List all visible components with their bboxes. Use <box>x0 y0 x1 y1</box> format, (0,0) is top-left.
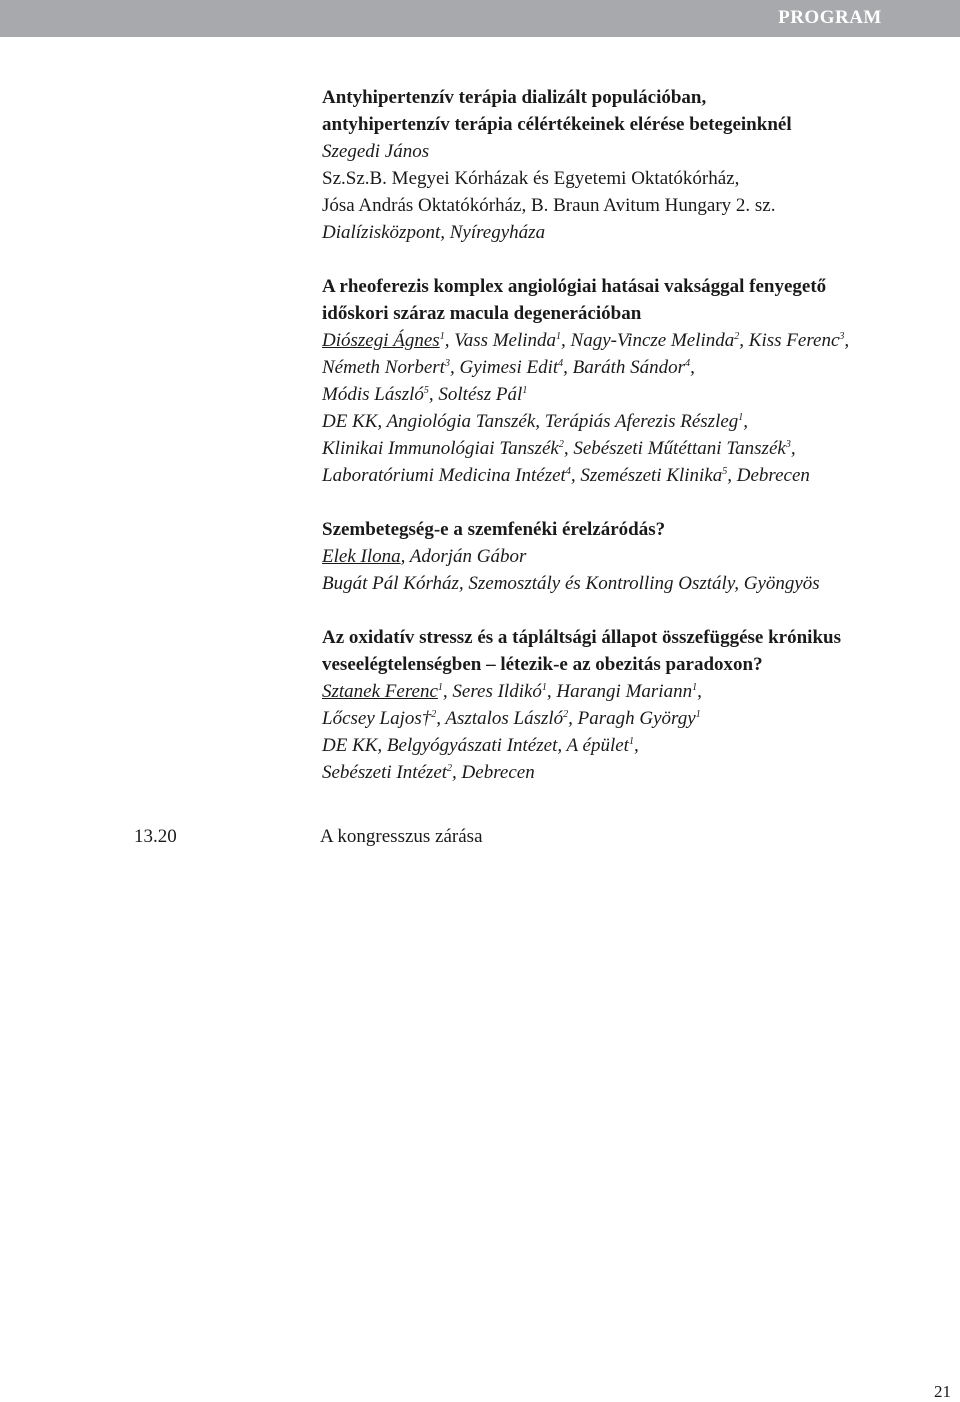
entry-title-line: antyhipertenzív terápia célértékeinek elérése betegeinknél <box>322 114 792 135</box>
program-entry <box>322 84 954 246</box>
program-content <box>322 84 954 813</box>
program-entry <box>322 624 954 786</box>
header-title: PROGRAM <box>778 7 882 28</box>
city: Debrecen <box>736 465 810 486</box>
header-bar <box>0 0 960 37</box>
entry-title-line: Szembetegség-e a szemfenéki érelzáródás? <box>322 519 666 540</box>
entry-title-line: A rheoferezis komplex angiológiai hatásai vaksággal fenyegető <box>322 276 827 297</box>
affiliation: Laboratóriumi Medicina Intézet <box>322 465 566 486</box>
author: Vass Melinda <box>454 330 557 351</box>
page-number: 21 <box>934 1382 951 1401</box>
author: Seres Ildikó <box>452 681 542 702</box>
author: Módis László <box>322 384 424 405</box>
entry-title <box>322 273 954 327</box>
author: Gyimesi Edit <box>459 357 559 378</box>
author-line: Sztanek Ferenc$^1$, Seres Ildikó$^1$, Harangi Mariann$^1$, <box>322 681 702 702</box>
presenting-author: Elek Ilona <box>322 546 401 567</box>
author: Lőcsey Lajos† <box>322 708 432 729</box>
entry-title <box>322 624 954 678</box>
entry-title <box>322 84 954 138</box>
author: Adorján Gábor <box>409 546 527 567</box>
affiliation-line: Laboratóriumi Medicina Intézet$^4$, Szemészeti Klinika$^5$, Debrecen <box>322 465 810 486</box>
author: Harangi Mariann <box>556 681 693 702</box>
entry-title-line: időskori száraz macula degenerációban <box>322 303 642 324</box>
entry-affiliation: Bugát Pál Kórház, Szemosztály és Kontrolling Osztály, Gyöngyös <box>322 573 820 594</box>
program-entry <box>322 516 954 597</box>
entry-affiliation: Sz.Sz.B. Megyei Kórházak és Egyetemi Oktatókórház, <box>322 168 740 189</box>
affiliation: Sebészeti Intézet <box>322 762 448 783</box>
author-line: Elek Ilona, Adorján Gábor <box>322 546 527 567</box>
affiliation: Szemészeti Klinika <box>580 465 723 486</box>
entry-affiliation: Dialízisközpont, Nyíregyháza <box>322 222 546 243</box>
author-line: Módis László$^5$, Soltész Pál$^1$ <box>322 384 528 405</box>
affiliation: DE KK, Belgyógyászati Intézet, A épület <box>322 735 629 756</box>
affiliation: Klinikai Immunológiai Tanszék <box>322 438 559 459</box>
closing-row <box>0 826 960 853</box>
author-line: Németh Norbert$^3$, Gyimesi Edit$^4$, Baráth Sándor$^4$, <box>322 357 695 378</box>
city: Debrecen <box>461 762 535 783</box>
author-line: Lőcsey Lajos†$^2$, Asztalos László$^2$, Paragh György$^1$ <box>322 708 701 729</box>
entry-title <box>322 516 954 543</box>
closing-text: A kongresszus zárása <box>320 826 483 847</box>
author: Nagy-Vincze Melinda <box>570 330 735 351</box>
entry-title-line: Az oxidatív stressz és a tápláltsági állapot összefüggése krónikus <box>322 627 841 648</box>
affiliation-line: Sebészeti Intézet$^2$, Debrecen <box>322 762 535 783</box>
author: Soltész Pál <box>438 384 523 405</box>
presenting-author: Diószegi Ágnes <box>322 330 440 351</box>
affiliation: DE KK, Angiológia Tanszék, Terápiás Aferezis Részleg <box>322 411 739 432</box>
affiliation-line: DE KK, Angiológia Tanszék, Terápiás Aferezis Részleg$^1$, <box>322 411 749 432</box>
author: Németh Norbert <box>322 357 445 378</box>
presenting-author: Sztanek Ferenc <box>322 681 438 702</box>
closing-time: 13.20 <box>134 826 177 847</box>
program-entry <box>322 273 954 489</box>
entry-title-line: veseelégtelenségben – létezik-e az obezitás paradoxon? <box>322 654 763 675</box>
entry-author: Szegedi János <box>322 141 430 162</box>
affiliation: Sebészeti Műtéttani Tanszék <box>573 438 786 459</box>
author-line: Diószegi Ágnes$^1$, Vass Melinda$^1$, Nagy-Vincze Melinda$^2$, Kiss Ferenc$^3$, <box>322 330 850 351</box>
entry-title-line: Antyhipertenzív terápia dializált populációban, <box>322 87 707 108</box>
author: Kiss Ferenc <box>748 330 840 351</box>
author: Paragh György <box>577 708 696 729</box>
author: Asztalos László <box>445 708 564 729</box>
affiliation-line: Klinikai Immunológiai Tanszék$^2$, Sebészeti Műtéttani Tanszék$^3$, <box>322 438 796 459</box>
affiliation-line: DE KK, Belgyógyászati Intézet, A épület$^1$, <box>322 735 639 756</box>
author: Baráth Sándor <box>572 357 686 378</box>
entry-affiliation: Jósa András Oktatókórház, B. Braun Avitum Hungary 2. sz. <box>322 195 776 216</box>
